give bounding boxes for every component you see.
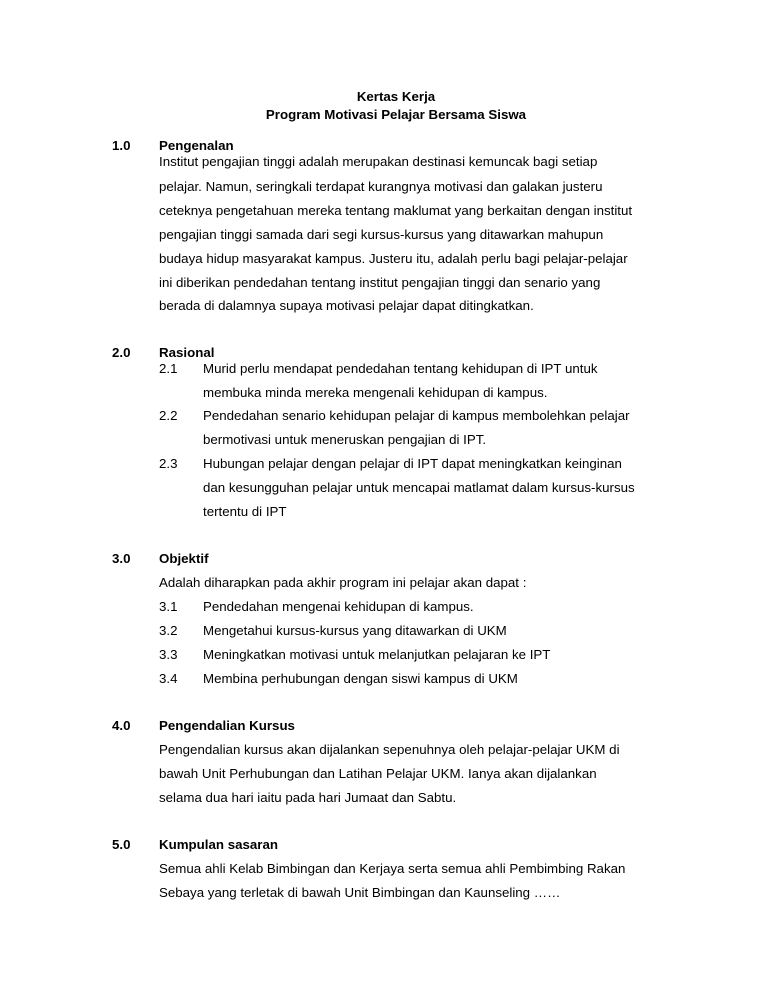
section-number: 5.0 [112, 837, 131, 852]
document-subtitle: Program Motivasi Pelajar Bersama Siswa [265, 107, 527, 122]
paragraph-line: Semua ahli Kelab Bimbingan dan Kerjaya serta semua ahli Pembimbing Rakan [159, 861, 626, 876]
subitem-line: Pendedahan mengenai kehidupan di kampus. [203, 599, 474, 614]
subitem-line: Mengetahui kursus-kursus yang ditawarkan di UKM [203, 623, 507, 638]
subitem-line: dan kesungguhan pelajar untuk mencapai matlamat dalam kursus-kursus [203, 480, 635, 495]
section-heading: Rasional [159, 345, 215, 360]
subitem-line: tertentu di IPT [203, 504, 287, 519]
subitem-line: Pendedahan senario kehidupan pelajar di kampus membolehkan pelajar [203, 408, 630, 423]
paragraph-line: pengajian tinggi samada dari segi kursus-kursus yang ditawarkan mahupun [159, 227, 604, 242]
subitem-line: Membina perhubungan dengan siswi kampus di UKM [203, 671, 518, 686]
section-number: 2.0 [112, 345, 131, 360]
paragraph-line: berada di dalamnya supaya motivasi pelajar dapat ditingkatkan. [159, 298, 534, 313]
subitem-number: 3.1 [159, 599, 178, 614]
section-heading: Objektif [159, 551, 209, 566]
subitem-line: Murid perlu mendapat pendedahan tentang kehidupan di IPT untuk [203, 361, 598, 376]
paragraph-line: ini diberikan pendedahan tentang institut pengajian tinggi dan senario yang [159, 275, 601, 290]
paragraph-line: Sebaya yang terletak di bawah Unit Bimbingan dan Kaunseling …… [159, 885, 561, 900]
subitem-number: 2.2 [159, 408, 178, 423]
section-number: 3.0 [112, 551, 131, 566]
subitem-line: bermotivasi untuk meneruskan pengajian di IPT. [203, 432, 487, 447]
subitem-number: 3.4 [159, 671, 178, 686]
section-heading: Kumpulan sasaran [159, 837, 278, 852]
paragraph-line: pelajar. Namun, seringkali terdapat kurangnya motivasi dan galakan justeru [159, 179, 603, 194]
paragraph-line: bawah Unit Perhubungan dan Latihan Pelajar UKM. Ianya akan dijalankan [159, 766, 597, 781]
subitem-line: Meningkatkan motivasi untuk melanjutkan pelajaran ke IPT [203, 647, 551, 662]
paragraph-line: ceteknya pengetahuan mereka tentang maklumat yang berkaitan dengan institut [159, 203, 633, 218]
subitem-number: 3.3 [159, 647, 178, 662]
paragraph-line: Pengendalian kursus akan dijalankan sepenuhnya oleh pelajar-pelajar UKM di [159, 742, 620, 757]
paragraph-line: Adalah diharapkan pada akhir program ini pelajar akan dapat : [159, 575, 527, 590]
subitem-number: 2.3 [159, 456, 178, 471]
paragraph-line: selama dua hari iaitu pada hari Jumaat dan Sabtu. [159, 790, 457, 805]
section-number: 4.0 [112, 718, 131, 733]
subitem-number: 3.2 [159, 623, 178, 638]
section-heading: Pengenalan [159, 138, 234, 153]
paragraph-line: budaya hidup masyarakat kampus. Justeru itu, adalah perlu bagi pelajar-pelajar [159, 251, 628, 266]
subitem-number: 2.1 [159, 361, 178, 376]
section-number: 1.0 [112, 138, 131, 153]
section-heading: Pengendalian Kursus [159, 718, 295, 733]
subitem-line: Hubungan pelajar dengan pelajar di IPT dapat meningkatkan keinginan [203, 456, 622, 471]
paragraph-line: Institut pengajian tinggi adalah merupakan destinasi kemuncak bagi setiap [159, 154, 598, 169]
document-title: Kertas Kerja [356, 89, 436, 104]
subitem-line: membuka minda mereka mengenali kehidupan di kampus. [203, 385, 548, 400]
